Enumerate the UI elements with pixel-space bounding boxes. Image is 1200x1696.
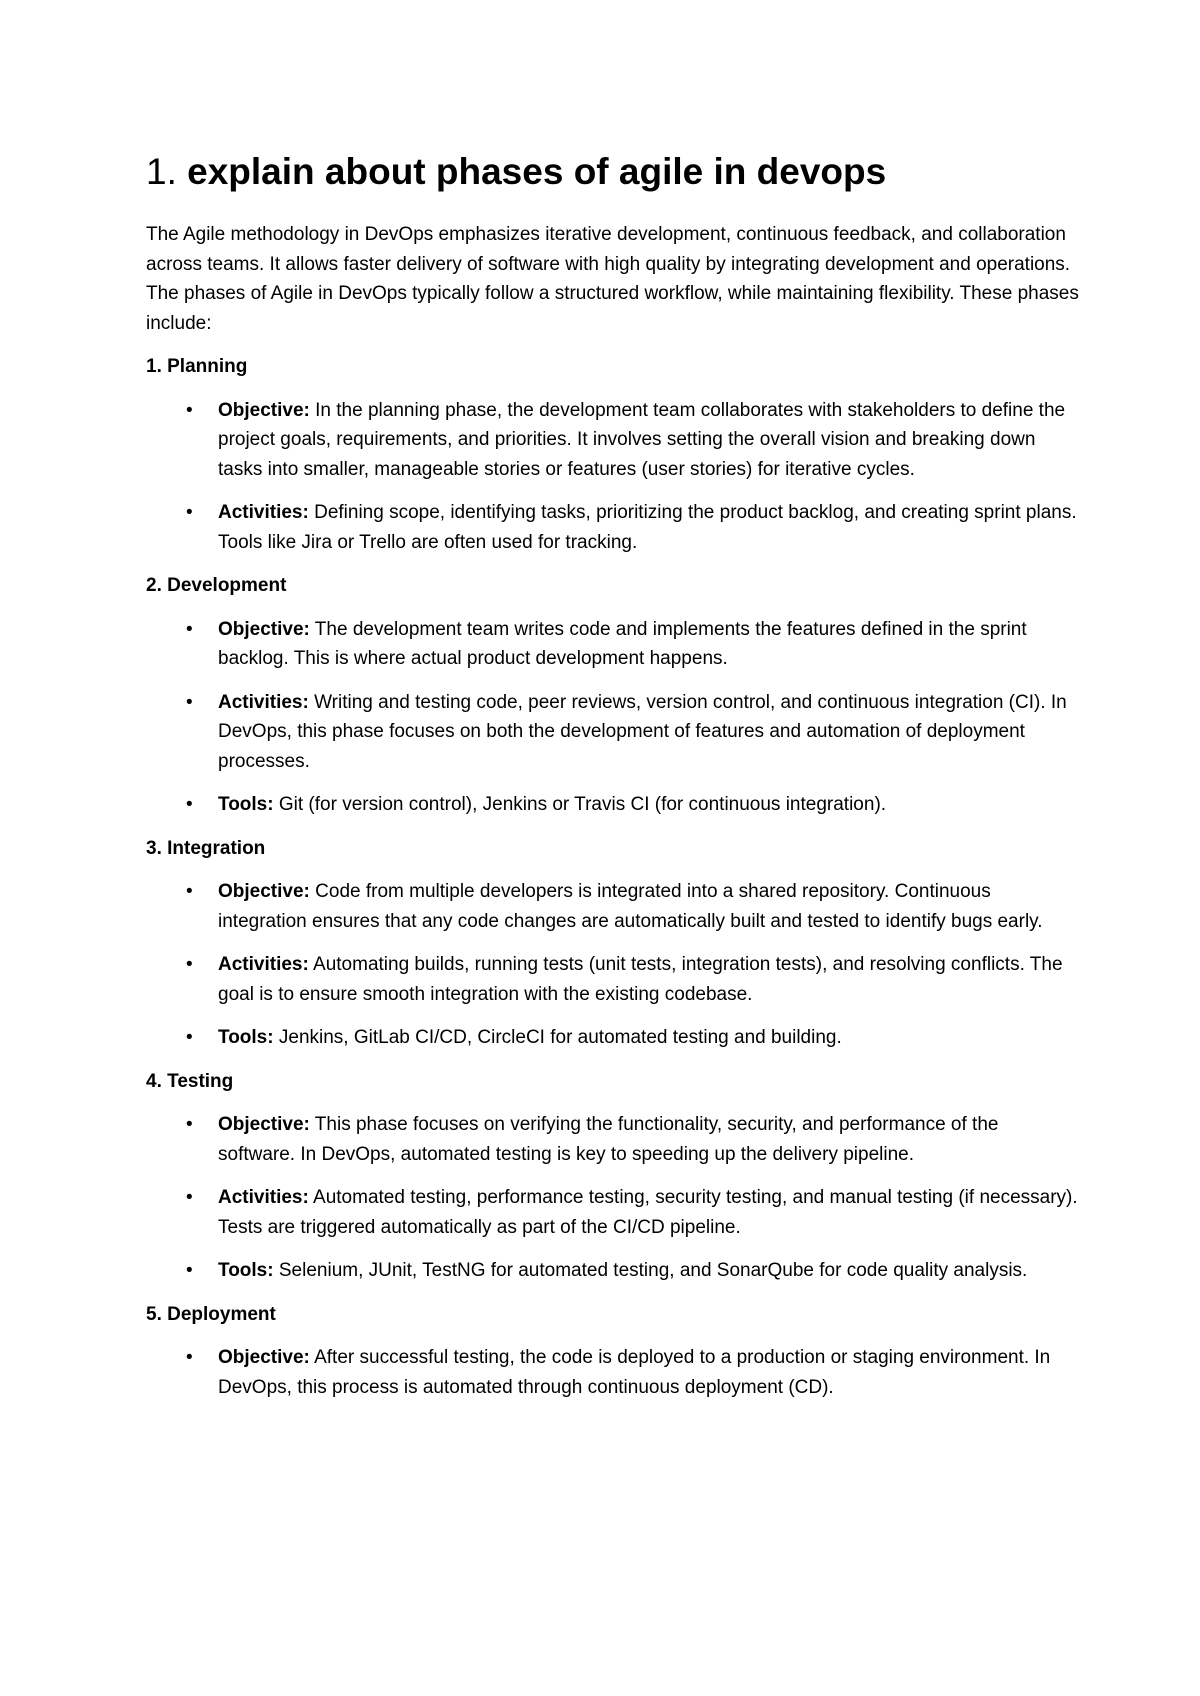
item-label: Objective: [218, 1114, 310, 1135]
list-item [146, 950, 1080, 1009]
title-text: explain about phases of agile in devops [187, 151, 887, 192]
phase-heading: 3. Integration [146, 837, 266, 859]
item-text: In the planning phase, the development team collaborates with stakeholders to define the project goals, requirements, and priorities. It involves setting the overall vision and breaking down tasks into smaller, manageable stories or features (user stories) for iterative cycles. [218, 399, 1066, 480]
item-label: Objective: [218, 399, 310, 421]
item-label: Activities: [218, 954, 309, 975]
item-label: Tools: [218, 794, 274, 815]
list-item [146, 396, 1080, 485]
item-label: Activities: [218, 691, 309, 713]
bullet-icon: • [186, 1114, 193, 1135]
bullet-icon: • [186, 618, 193, 640]
intro-paragraph: The Agile methodology in DevOps emphasizes iterative development, continuous feedback, and collaboration across teams. It allows faster delivery of software with high quality by integrating development and operations. The phases of Agile in DevOps typically follow a structured workflow, while maintaining flexibility. These phases include: [146, 224, 1079, 334]
bullet-icon: • [186, 1260, 193, 1281]
item-label: Activities: [218, 502, 309, 523]
item-text: Code from multiple developers is integrated into a shared repository. Continuous integration ensures that any code changes are automatically built and tested to identify bugs early. [218, 881, 1043, 932]
item-text: Jenkins, GitLab CI/CD, CircleCI for automated testing and building. [273, 1027, 842, 1048]
bullet-icon: • [186, 881, 193, 902]
phase-section [146, 1300, 1080, 1403]
phase-section [146, 1067, 1080, 1286]
phases-list [146, 352, 1080, 1402]
item-text: Automating builds, running tests (unit tests, integration tests), and resolving conflicts. The goal is to ensure smooth integration with the existing codebase. [218, 954, 1063, 1005]
phase-heading: 1. Planning [146, 356, 248, 377]
list-item [146, 688, 1080, 777]
item-text: This phase focuses on verifying the functionality, security, and performance of the software. In DevOps, automated testing is key to speeding up the delivery pipeline. [218, 1114, 999, 1165]
item-text: Defining scope, identifying tasks, prioritizing the product backlog, and creating sprint plans. Tools like Jira or Trello are often used for tracking. [218, 502, 1077, 553]
list-item [146, 1183, 1080, 1242]
bullet-icon: • [186, 691, 193, 713]
list-item [146, 790, 1080, 820]
bullet-icon: • [186, 399, 193, 421]
item-label: Activities: [218, 1187, 309, 1208]
list-item [146, 1023, 1080, 1053]
bullet-icon: • [186, 502, 193, 523]
list-item [146, 877, 1080, 936]
item-label: Objective: [218, 881, 310, 902]
item-label: Tools: [218, 1260, 274, 1281]
list-item [146, 498, 1080, 557]
list-item [146, 1343, 1080, 1402]
phase-bullet-list [146, 1343, 1080, 1402]
list-item [146, 1110, 1080, 1169]
item-text: The development team writes code and implements the features defined in the sprint backlog. This is where actual product development happens. [218, 618, 1027, 669]
phase-bullet-list [146, 877, 1080, 1053]
item-text: Automated testing, performance testing, security testing, and manual testing (if necessary). Tests are triggered automatically as part of the CI/CD pipeline. [218, 1187, 1078, 1238]
phase-section [146, 571, 1080, 820]
bullet-icon: • [186, 1027, 193, 1048]
item-label: Objective: [218, 1347, 310, 1368]
list-item [146, 1256, 1080, 1286]
bullet-icon: • [186, 954, 193, 975]
phase-heading: 4. Testing [146, 1070, 234, 1092]
bullet-icon: • [186, 1347, 193, 1368]
item-label: Tools: [218, 1027, 274, 1048]
phase-bullet-list [146, 1110, 1080, 1286]
item-text: Selenium, JUnit, TestNG for automated testing, and SonarQube for code quality analysis. [273, 1260, 1028, 1281]
bullet-icon: • [186, 1187, 193, 1208]
phase-section [146, 834, 1080, 1053]
item-text: After successful testing, the code is deployed to a production or staging environment. In DevOps, this process is automated through continuous deployment (CD). [218, 1347, 1051, 1398]
item-text: Git (for version control), Jenkins or Travis CI (for continuous integration). [273, 794, 887, 815]
phase-section [146, 352, 1080, 557]
list-item [146, 615, 1080, 674]
bullet-icon: • [186, 794, 193, 815]
item-text: Writing and testing code, peer reviews, version control, and continuous integration (CI). In DevOps, this phase focuses on both the development of features and automation of deployment processes. [218, 691, 1067, 772]
phase-heading: 5. Deployment [146, 1303, 276, 1325]
title-number: 1. [146, 151, 177, 192]
phase-heading: 2. Development [146, 575, 287, 596]
item-label: Objective: [218, 618, 310, 640]
phase-bullet-list [146, 396, 1080, 558]
phase-bullet-list [146, 615, 1080, 820]
page-title [146, 146, 1080, 198]
